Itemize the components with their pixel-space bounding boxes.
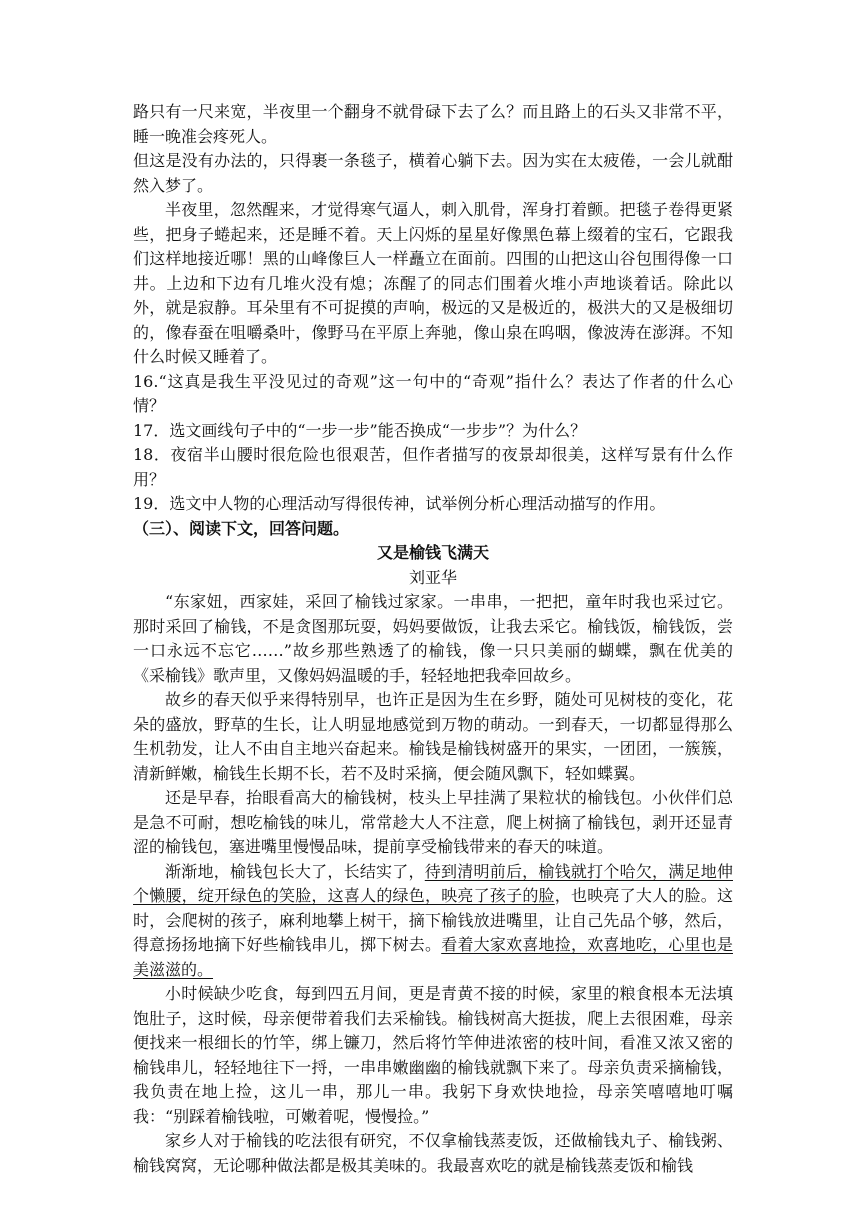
article-paragraph-2: 故乡的春天似乎来得特别早，也许正是因为生在乡野，随处可见树枝的变化，花朵的盛放，野草的生长，让人明显地感觉到万物的萌动。一到春天，一切都显得那么生机勃发，让人不由自主地兴奋起来。榆钱是榆钱树盛开的果实，一团团，一簇簇，清新鲜嫩，榆钱生长期不长，若不及时采摘，便会随风飘下，轻如蝶翼。: [133, 690, 733, 783]
passage-paragraph-1: 路只有一尺来宽，半夜里一个翻身不就骨碌下去了么？而且路上的石头又非常不平，睡一晚准会疼死人。: [133, 102, 733, 146]
question-17: 17．选文画线句子中的“一步一步”能否换成“一步步”？为什么？: [133, 420, 587, 440]
article-paragraph-4-text-a: 渐渐地，榆钱包长大了，长结实了，: [165, 861, 425, 881]
article-paragraph-4: [133, 860, 733, 983]
question-19: 19．选文中人物的心理活动写得很传神，试举例分析心理活动描写的作用。: [133, 494, 666, 513]
article-paragraph-5: 小时候缺少吃食，每到四五月间，更是青黄不接的时候，家里的粮食根本无法填饱肚子，这时候，母亲便带着我们去采榆钱。榆钱树高大挺拔，爬上去很困难，母亲便找来一根细长的竹竿，绑上镰刀，然后将竹竿伸进浓密的枝叶间，看准又浓又密的榆钱串儿，轻轻地往下一捋，一串串嫩幽幽的榆钱就飘下来了。母亲负责采摘榆钱，我负责在地上捡，这儿一串，那儿一串。我躬下身欢快地捡，母亲笑嘻嘻地叮嘱我：“别踩着榆钱啦，可嫩着呢，慢慢捡。”: [133, 984, 733, 1126]
article-paragraph-1: “东家妞，西家娃，采回了榆钱过家家。一串串，一把把，童年时我也采过它。那时采回了榆钱，不是贪图那玩耍，妈妈要做饭，让我去采它。榆钱饭，榆钱饭，尝一口永远不忘它……”故乡那些熟透了的榆钱，像一只只美丽的蝴蝶，飘在优美的《采榆钱》歌声里，又像妈妈温暖的手，轻轻地把我牵回故乡。: [133, 592, 733, 685]
article-paragraph-3: 还是早春，抬眼看高大的榆钱树，枝头上早挂满了果粒状的榆钱包。小伙伴们总是急不可耐，想吃榆钱的味儿，常常趁大人不注意，爬上树摘了榆钱包，剥开还显青涩的榆钱包，塞进嘴里慢慢品味，提前享受榆钱带来的春天的味道。: [133, 788, 733, 856]
question-16: 16.“这真是我生平没见过的奇观”这一句中的“奇观”指什么？表达了作者的什么心情？: [133, 371, 733, 415]
underlined-sentence-2: 看着大家欢喜地捡，欢喜地吃，心里也是美滋滋的。: [133, 935, 733, 979]
article-paragraph-4-text-b: ，也映亮了大人的脸。这时，会爬树的孩子，麻利地攀上树干，摘下榆钱放进嘴里，让自己先品个够，然后，得意扬扬地摘下好些榆钱串儿，掷下树去。: [133, 886, 733, 954]
underlined-sentence-1: 待到清明前后，榆钱就打个哈欠，满足地伸个懒腰，绽开绿色的笑脸，这喜人的绿色，映亮了孩子的脸: [133, 861, 733, 905]
article-title: 又是榆钱飞满天: [376, 543, 489, 562]
passage-paragraph-2: 但这是没有办法的，只得裹一条毯子，横着心躺下去。因为实在太疲倦，一会儿就酣然入梦了。: [133, 151, 733, 195]
article-paragraph-6: 家乡人对于榆钱的吃法很有研究，不仅拿榆钱蒸麦饭，还做榆钱丸子、榆钱粥、榆钱窝窝，无论哪种做法都是极其美味的。我最喜欢吃的就是榆钱蒸麦饭和榆钱: [133, 1131, 733, 1175]
article-author: 刘亚华: [408, 567, 457, 587]
question-18: 18．夜宿半山腰时很危险也很艰苦，但作者描写的夜景却很美，这样写景有什么作用？: [133, 445, 733, 489]
section-heading: （三）、阅读下文，回答问题。: [133, 518, 350, 538]
document-page: [133, 100, 733, 1178]
passage-paragraph-3: 半夜里，忽然醒来，才觉得寒气逼人，刺入肌骨，浑身打着颤。把毯子卷得更紧些，把身子蜷起来，还是睡不着。天上闪烁的星星好像黑色幕上缀着的宝石，它跟我们这样地接近哪！黑的山峰像巨人一样矗立在面前。四围的山把这山谷包围得像一口井。上边和下边有几堆火没有熄；冻醒了的同志们围着火堆小声地谈着话。除此以外，就是寂静。耳朵里有不可捉摸的声响，极远的又是极近的，极洪大的又是极细切的，像春蚕在咀嚼桑叶，像野马在平原上奔驰，像山泉在呜咽，像波涛在澎湃。不知什么时候又睡着了。: [133, 200, 733, 366]
